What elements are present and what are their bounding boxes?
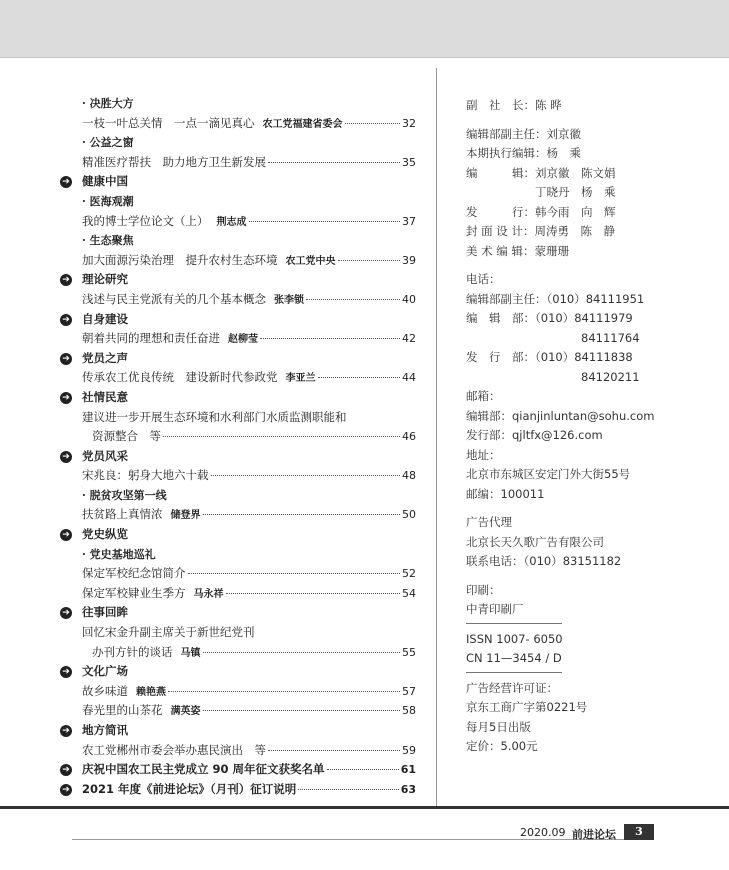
arrow-right-icon: ➔ <box>60 666 72 678</box>
section-title: 2021 年度《前进论坛》（月刊）征订说明 <box>82 781 297 796</box>
toc-item <box>60 505 416 525</box>
toc-item <box>60 564 416 584</box>
article-author: 马镇 <box>180 647 201 659</box>
toc-item <box>60 153 416 173</box>
phone-line: 发 行 部：（010）84111838 <box>466 350 633 364</box>
toc-subsection: · 医海观潮 <box>82 194 134 208</box>
print-heading: 印刷： <box>466 582 501 597</box>
toc-item <box>60 329 416 349</box>
leader-dots <box>211 475 401 476</box>
page-number: 58 <box>402 704 416 718</box>
address-heading: 地址： <box>466 447 501 462</box>
price-line: 定价：5.00元 <box>466 739 538 753</box>
article-title: 办刊方针的谈话 <box>92 644 173 659</box>
toc-item <box>60 623 416 643</box>
page-number: 32 <box>402 116 416 130</box>
page-number: 46 <box>402 430 416 444</box>
toc-item <box>60 251 416 271</box>
toc-subsection: · 公益之窗 <box>82 136 134 150</box>
colophon-rule <box>466 672 562 673</box>
toc-item <box>60 427 416 447</box>
toc-item <box>60 682 416 702</box>
colophon <box>466 96 686 757</box>
article-title: 资源整合 等 <box>92 429 161 444</box>
arrow-right-icon: ➔ <box>60 764 72 776</box>
arrow-right-icon: ➔ <box>60 314 72 326</box>
section-title: 理论研究 <box>82 272 128 287</box>
table-of-contents <box>60 94 416 799</box>
colophon-line: 编 辑：刘京徽 陈文娟 <box>466 165 616 180</box>
arrow-right-icon: ➔ <box>60 451 72 463</box>
page-number: 44 <box>402 371 416 385</box>
article-title: 朝着共同的理想和责任奋进 <box>82 331 220 346</box>
bottom-rule <box>0 806 729 809</box>
header-band <box>0 0 729 58</box>
page-number: 55 <box>402 645 416 659</box>
phone-line: 84120211 <box>466 369 640 384</box>
article-title: 传承农工优良传统 建设新时代参政党 <box>82 370 278 385</box>
page-number: 59 <box>402 743 416 757</box>
license-heading: 广告经营许可证： <box>466 680 558 695</box>
article-title: 农工党郴州市委会举办惠民演出 等 <box>82 742 266 757</box>
ad-line: 联系电话：（010）83151182 <box>466 554 622 568</box>
section-title: 健康中国 <box>82 174 128 189</box>
mail-heading: 邮箱： <box>466 389 501 403</box>
leader-dots <box>345 123 401 124</box>
arrow-right-icon: ➔ <box>60 176 72 188</box>
article-author: 赵柳莹 <box>228 334 258 346</box>
toc-item <box>60 643 416 663</box>
toc-subsection: · 党史基地巡礼 <box>82 547 156 561</box>
colophon-line: 编辑部副主任：刘京徽 <box>466 126 581 141</box>
toc-section <box>60 760 416 780</box>
page-number: 3 <box>624 824 654 840</box>
leader-dots <box>327 769 399 770</box>
ad-line: 北京长天久歌广告有限公司 <box>466 534 604 549</box>
article-title: 精准医疗帮扶 助力地方卫生新发展 <box>82 154 266 169</box>
leader-dots <box>298 789 398 790</box>
toc-section <box>60 388 416 408</box>
leader-dots <box>203 652 401 653</box>
page-number: 50 <box>402 508 416 522</box>
issn-line: ISSN 1007- 6050 <box>466 631 563 646</box>
leader-dots <box>318 377 401 378</box>
section-title: 庆祝中国农工民主党成立 90 周年征文获奖名单 <box>82 762 325 777</box>
section-title: 往事回眸 <box>82 605 128 620</box>
article-title: 保定军校肄业生季方 <box>82 585 186 600</box>
leader-dots <box>249 221 401 222</box>
toc-section <box>60 310 416 330</box>
toc-item <box>60 701 416 721</box>
section-title: 社情民意 <box>82 389 128 404</box>
toc-section <box>60 603 416 623</box>
toc-section <box>60 447 416 467</box>
ad-heading: 广告代理 <box>466 515 512 529</box>
toc-subsection: · 生态聚焦 <box>82 234 134 248</box>
leader-dots <box>260 338 400 339</box>
address-line: 北京市东城区安定门外大街55号 <box>466 467 631 481</box>
leader-dots <box>188 573 401 574</box>
article-title: 春光里的山茶花 <box>82 703 163 718</box>
leader-dots <box>268 750 400 751</box>
article-title: 宋兆良：躬身大地六十载 <box>82 468 209 483</box>
leader-dots <box>306 299 400 300</box>
toc-subsection: · 决胜大方 <box>82 97 134 110</box>
page-number: 57 <box>402 684 416 698</box>
section-title: 自身建设 <box>82 311 128 326</box>
toc-section <box>60 270 416 290</box>
footer-magazine: 前进论坛 <box>572 828 616 841</box>
article-title: 一枝一叶总关情 一点一滴见真心 <box>82 115 255 130</box>
arrow-right-icon: ➔ <box>60 274 72 286</box>
article-title: 加大面源污染治理 提升农村生态环境 <box>82 252 278 267</box>
section-title: 党员风采 <box>82 448 128 463</box>
article-title: 建议进一步开展生态环境和水利部门水质监测职能和 <box>82 409 347 424</box>
colophon-line: 丁晓丹 杨 乘 <box>466 185 616 199</box>
section-title: 党员之声 <box>82 350 128 365</box>
article-author: 荆志成 <box>216 216 247 228</box>
article-title: 浅述与民主党派有关的几个基本概念 <box>82 291 266 306</box>
page-number: 42 <box>402 332 416 346</box>
phone-line: 编 辑 部：（010）84111979 <box>466 311 633 325</box>
print-line: 中青印刷厂 <box>466 602 524 616</box>
article-title: 回忆宋金升副主席关于新世纪党刊 <box>82 625 255 640</box>
page-number: 48 <box>402 469 416 483</box>
leader-dots <box>203 514 401 515</box>
colophon-line: 副 社 长：陈 晔 <box>466 98 562 112</box>
colophon-line: 美 术 编 辑：蒙珊珊 <box>466 243 569 258</box>
page-number: 52 <box>402 567 416 581</box>
page-number: 61 <box>400 763 416 777</box>
toc-section <box>60 780 416 800</box>
toc-item <box>60 741 416 761</box>
article-title: 保定军校纪念馆简介 <box>82 566 186 581</box>
article-author: 满英姿 <box>170 706 201 718</box>
toc-subsection: · 脱贫攻坚第一线 <box>82 488 167 502</box>
page-number: 39 <box>402 253 416 267</box>
toc-item <box>60 466 416 486</box>
article-author: 农工党中央 <box>285 255 336 267</box>
toc-item <box>60 408 416 428</box>
article-title: 故乡味道 <box>82 683 128 698</box>
toc-section <box>60 662 416 682</box>
section-title: 地方简讯 <box>82 723 128 737</box>
leader-dots <box>268 162 400 163</box>
colophon-line: 本期执行编辑：杨 乘 <box>466 146 581 160</box>
license-line: 京东工商广字第0221号 <box>466 700 588 714</box>
arrow-right-icon: ➔ <box>60 529 72 541</box>
article-author: 张李锁 <box>274 294 304 306</box>
leader-dots <box>338 260 401 261</box>
page-number: 37 <box>402 214 416 228</box>
article-author: 储登界 <box>170 510 201 522</box>
toc-item <box>60 212 416 232</box>
leader-dots <box>226 593 401 594</box>
page-number: 35 <box>402 155 416 169</box>
footer-rule <box>72 839 632 840</box>
arrow-right-icon: ➔ <box>60 392 72 404</box>
footer-date: 2020.09 <box>520 826 566 839</box>
toc-section <box>60 172 416 192</box>
section-title: 党史纵览 <box>82 527 128 542</box>
colophon-rule <box>466 623 562 624</box>
zip-line: 邮编：100011 <box>466 486 545 501</box>
page-number: 40 <box>402 292 416 306</box>
cn-line: CN 11—3454 / D <box>466 651 562 665</box>
phone-heading: 电话： <box>466 272 501 286</box>
page-number: 63 <box>400 782 416 796</box>
arrow-right-icon: ➔ <box>60 784 72 796</box>
toc-item <box>60 290 416 310</box>
mail-line: 发行部：qjltfx@126.com <box>466 428 603 442</box>
article-title: 我的博士学位论文（上） <box>82 213 209 228</box>
arrow-right-icon: ➔ <box>60 725 72 737</box>
publish-line: 每月5日出版 <box>466 719 531 734</box>
toc-item <box>60 368 416 388</box>
phone-line: 84111764 <box>466 330 640 345</box>
arrow-right-icon: ➔ <box>60 353 72 365</box>
toc-section <box>60 525 416 545</box>
leader-dots <box>163 436 400 437</box>
toc-item <box>60 584 416 604</box>
page-number: 54 <box>402 586 416 600</box>
article-author: 赖艳燕 <box>136 686 166 698</box>
arrow-right-icon: ➔ <box>60 607 72 619</box>
toc-section <box>60 721 416 741</box>
article-author: 农工党福建省委会 <box>262 118 343 130</box>
mail-line: 编辑部：qianjinluntan@sohu.com <box>466 408 655 423</box>
leader-dots <box>203 710 401 711</box>
colophon-line: 发 行：韩今雨 向 辉 <box>466 204 616 219</box>
column-divider <box>436 68 437 806</box>
toc-section <box>60 349 416 369</box>
leader-dots <box>168 691 400 692</box>
article-author: 李亚兰 <box>285 373 316 385</box>
phone-line: 编辑部副主任：（010）84111951 <box>466 291 645 306</box>
toc-item <box>60 114 416 134</box>
colophon-line: 封 面 设 计：周涛勇 陈 静 <box>466 224 615 238</box>
section-title: 文化广场 <box>82 664 128 679</box>
article-author: 马永祥 <box>193 588 224 600</box>
article-title: 扶贫路上真情浓 <box>82 507 163 522</box>
